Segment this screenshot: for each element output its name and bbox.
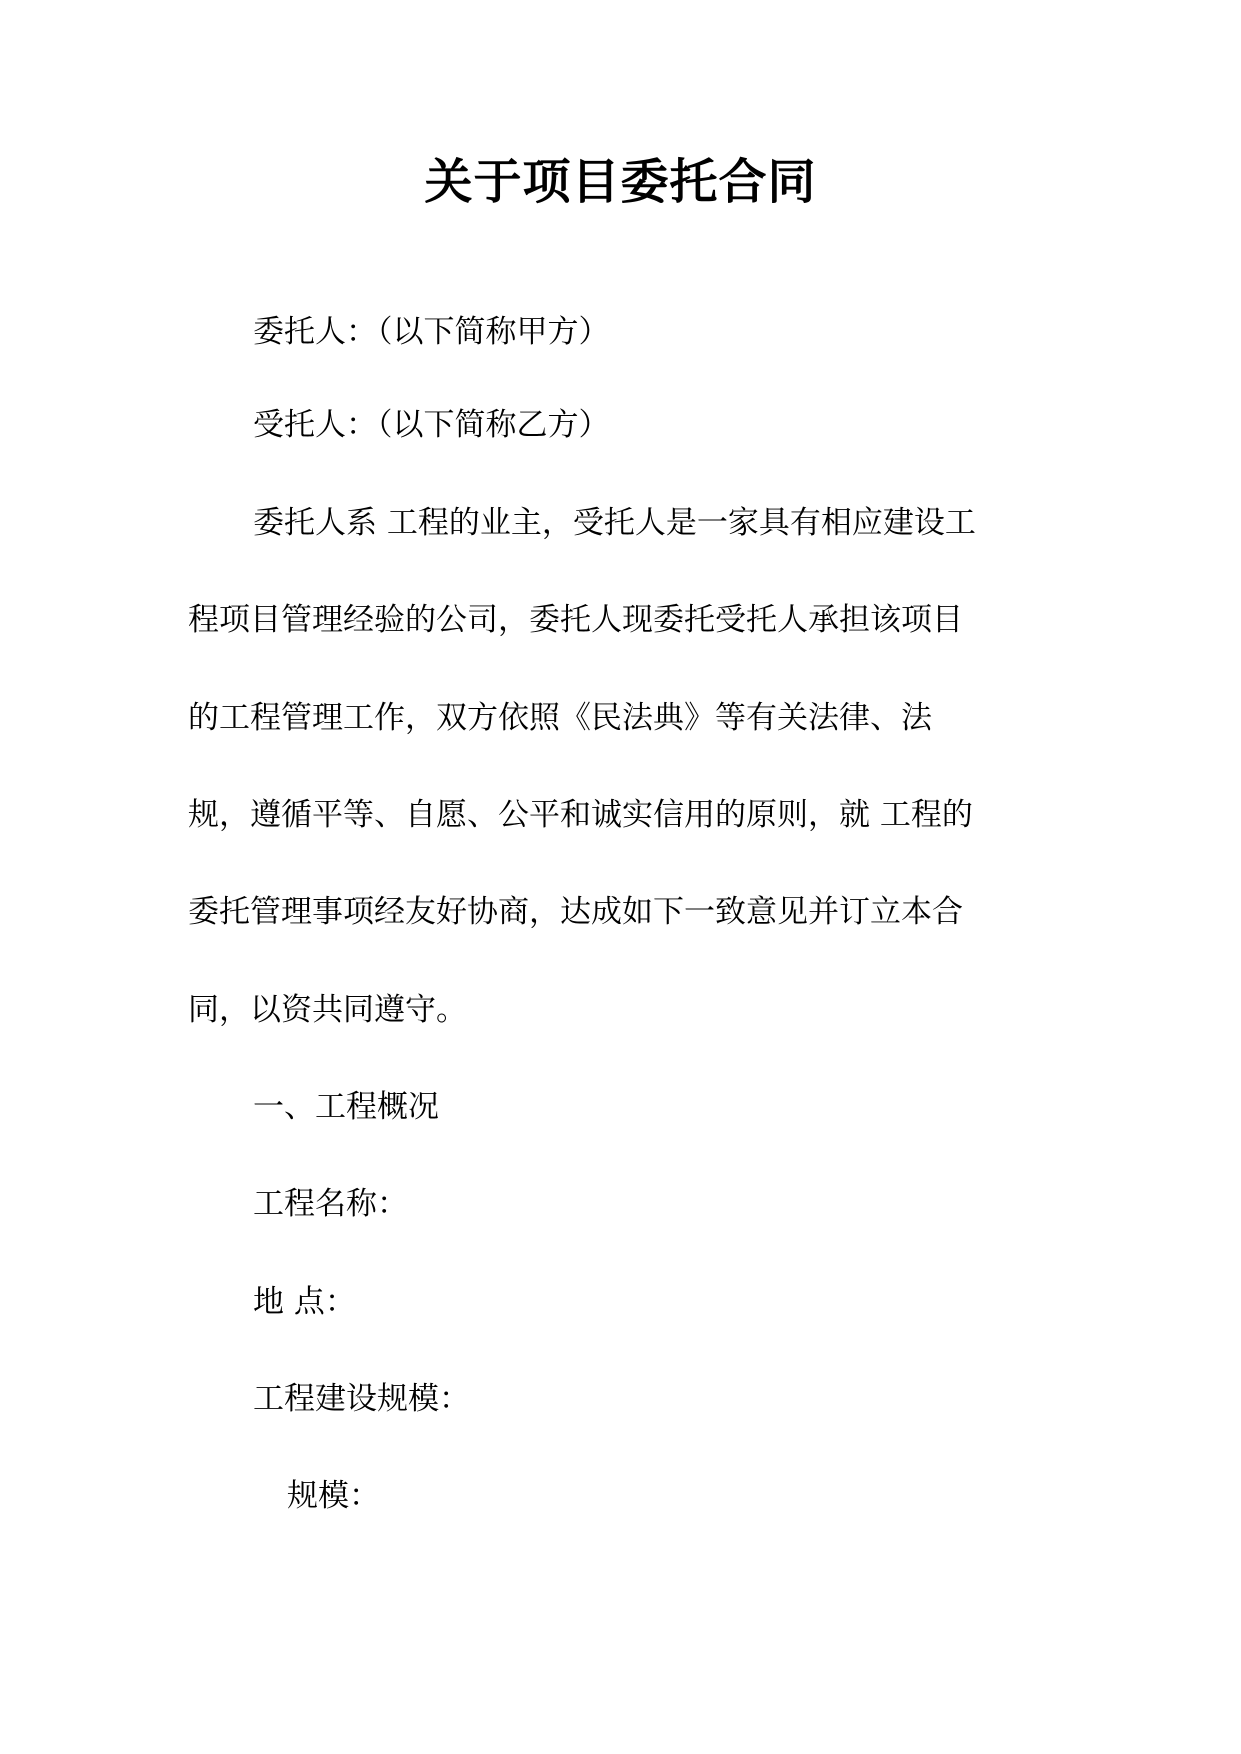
preamble-line-3: 的工程管理工作，双方依照《民法典》等有关法律、法 (188, 700, 932, 736)
field-location: 地 点： (253, 1284, 356, 1320)
preamble-line-5: 委托管理事项经友好协商，达成如下一致意见并订立本合 (188, 894, 963, 930)
client-line: 委托人：（以下简称甲方） (253, 314, 610, 350)
preamble-line-4: 规，遵循平等、自愿、公平和诚实信用的原则，就 工程的 (188, 797, 973, 833)
section-heading-project-overview: 一、工程概况 (253, 1089, 439, 1125)
preamble-line-2: 程项目管理经验的公司，委托人现委托受托人承担该项目 (188, 602, 963, 638)
field-project-name: 工程名称： (253, 1186, 408, 1222)
document-title: 关于项目委托合同 (424, 154, 817, 210)
field-scale: 规模： (287, 1478, 380, 1514)
trustee-line: 受托人：（以下简称乙方） (253, 407, 610, 443)
preamble-line-6: 同，以资共同遵守。 (188, 992, 467, 1028)
field-construction-scale: 工程建设规模： (253, 1381, 470, 1417)
preamble-line-1: 委托人系 工程的业主，受托人是一家具有相应建设工 (253, 505, 976, 541)
